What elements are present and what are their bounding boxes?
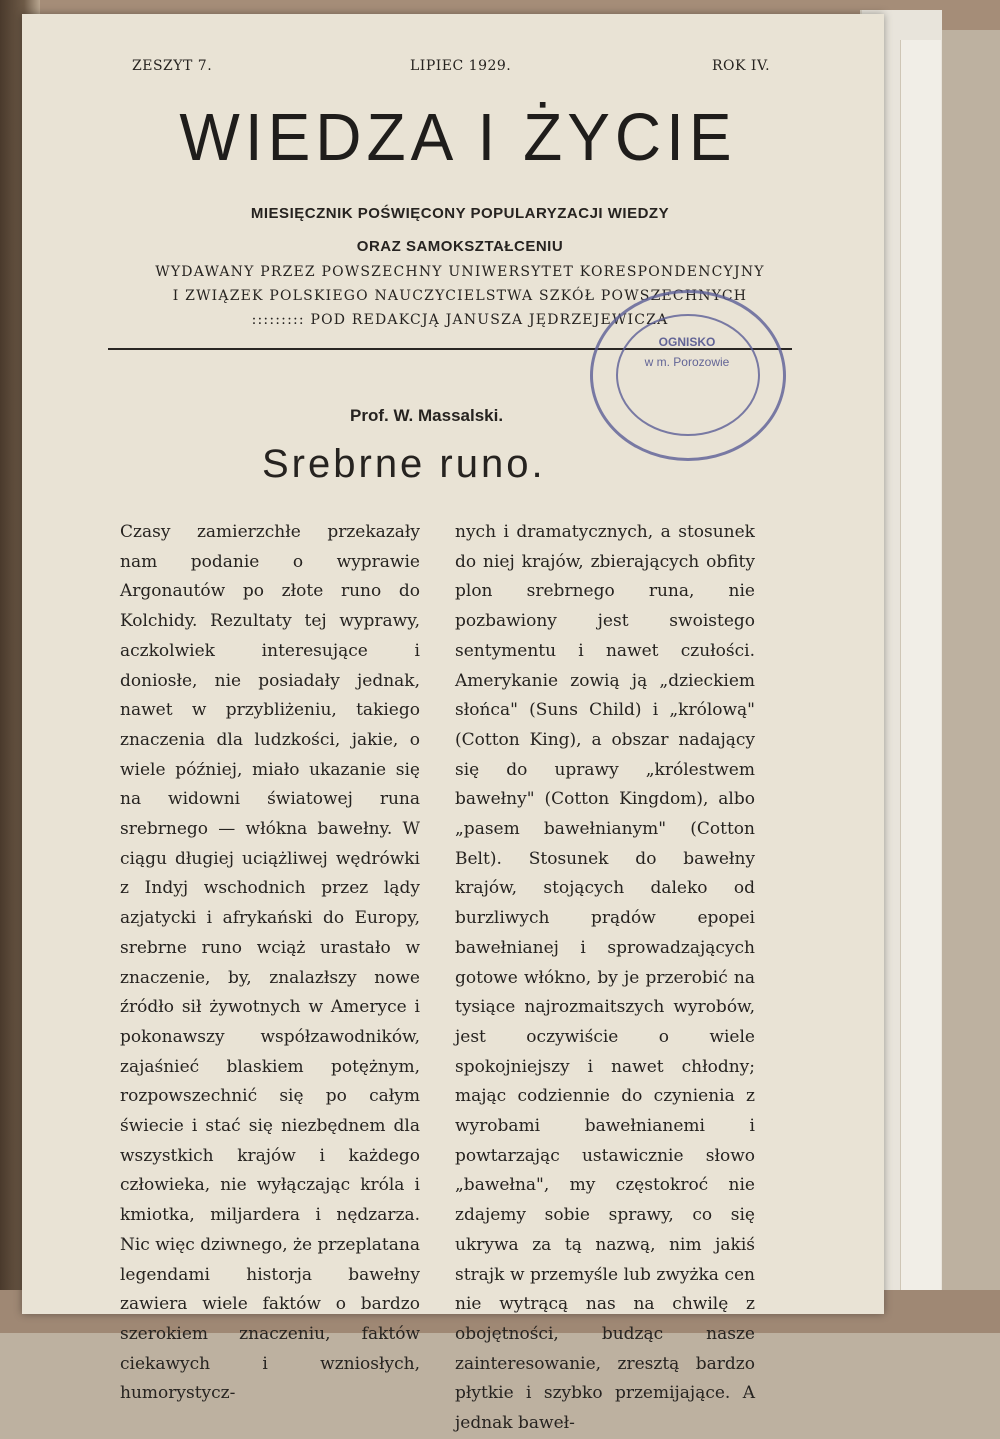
subtitle-line-2: ORAZ SAMOKSZTAŁCENIU (356, 238, 564, 255)
article-author: Prof. W. Massalski. (350, 406, 504, 425)
publisher-line-2: I ZWIĄZEK POLSKIEGO NAUCZYCIELSTWA SZKÓŁ POWSZECHNYCH (172, 288, 748, 304)
issue-number: ZESZYT 7. (132, 58, 213, 74)
article-column-left: Czasy zamierzchłe przekazały nam podanie o wyprawie Argonautów po złote runo do Kolchidy. Rezultaty tej wyprawy, aczkolwiek interesujące i doniosłe, nie posiadały jednak, nawet w przybliżeniu, takiego znaczenia dla ludzkości, jakie, o wiele później, miało ukazanie się na widowni światowej runa srebrnego — włókna bawełny. W ciągu długiej uciążliwej wędrówki z Indyj wschodnich przez lądy azjatycki i afrykański do Europy, srebrne runo wciąż urastało w znaczenie, by, znalazłszy nowe źródło sił żywotnych w Ameryce i pokonawszy współzawodników, zajaśnieć blaskiem potężnym, rozpowszechnić się po całym świecie i stać się niezbędnem dla wszystkich krajów i każdego człowieka, nie wyłączając króla i kmiotka, miljardera i nędzarza. Nic więc dziwnego, że przeplatana legendami historja bawełny zawiera wiele faktów o bardzo szerokiem znaczeniu, faktów ciekawych i wzniosłych, humorystycz- (120, 522, 420, 1404)
page-stack-edge-inner (900, 40, 941, 1290)
stamp-line-2: w m. Porozowie (644, 355, 730, 369)
volume-year: ROK IV. (712, 58, 771, 74)
library-stamp-text (628, 335, 746, 369)
issue-date: LIPIEC 1929. (410, 58, 512, 74)
subtitle-line-1: MIESIĘCZNIK POŚWIĘCONY POPULARYZACJI WIEDZY (250, 205, 670, 222)
publisher-line-3: ::::::::: POD REDAKCJĄ JANUSZA JĘDRZEJEWICZA (251, 312, 669, 328)
article-title: Srebrne runo. (262, 442, 546, 486)
masthead-title: WIEDZA I ŻYCIE (179, 99, 737, 175)
publisher-line-1: WYDAWANY PRZEZ POWSZECHNY UNIWERSYTET KORESPONDENCYJNY (155, 264, 765, 280)
stamp-line-1: OGNISKO (658, 335, 716, 349)
article-column-right: nych i dramatycznych, a stosunek do niej krajów, zbierających obfity plon srebrnego runa, nie pozbawiony jest swoistego sentymentu i nawet czułości. Amerykanie zowią ją „dzieckiem słońca" (Suns Child) i „królową" (Cotton King), a obszar nadający się do uprawy „królestwem bawełny" (Cotton Kingdom), albo „pasem bawełnianym" (Cotton Belt). Stosunek do bawełny krajów, stojących daleko od burzliwych prądów epopei bawełnianej i sprowadzających gotowe włókno, by je przerobić na tysiące najrozmaitszych wyrobów, jest oczywiście o wiele spokojniejszy i nawet chłodny; mając codziennie do czynienia z wyrobami bawełnianemi i powtarzając ustawicznie słowo „bawełna", my częstokroć nie zdajemy sobie sprawy, co się ukrywa za tą nazwą, nim jakiś strajk w przemyśle lub zwyżka cen nie wytrącą nas na chwilę z obojętności, budząc nasze zainteresowanie, zresztą bardzo płytkie i szybko przemijające. A jednak baweł- (455, 522, 755, 1434)
library-stamp-inner-ring (616, 314, 760, 436)
